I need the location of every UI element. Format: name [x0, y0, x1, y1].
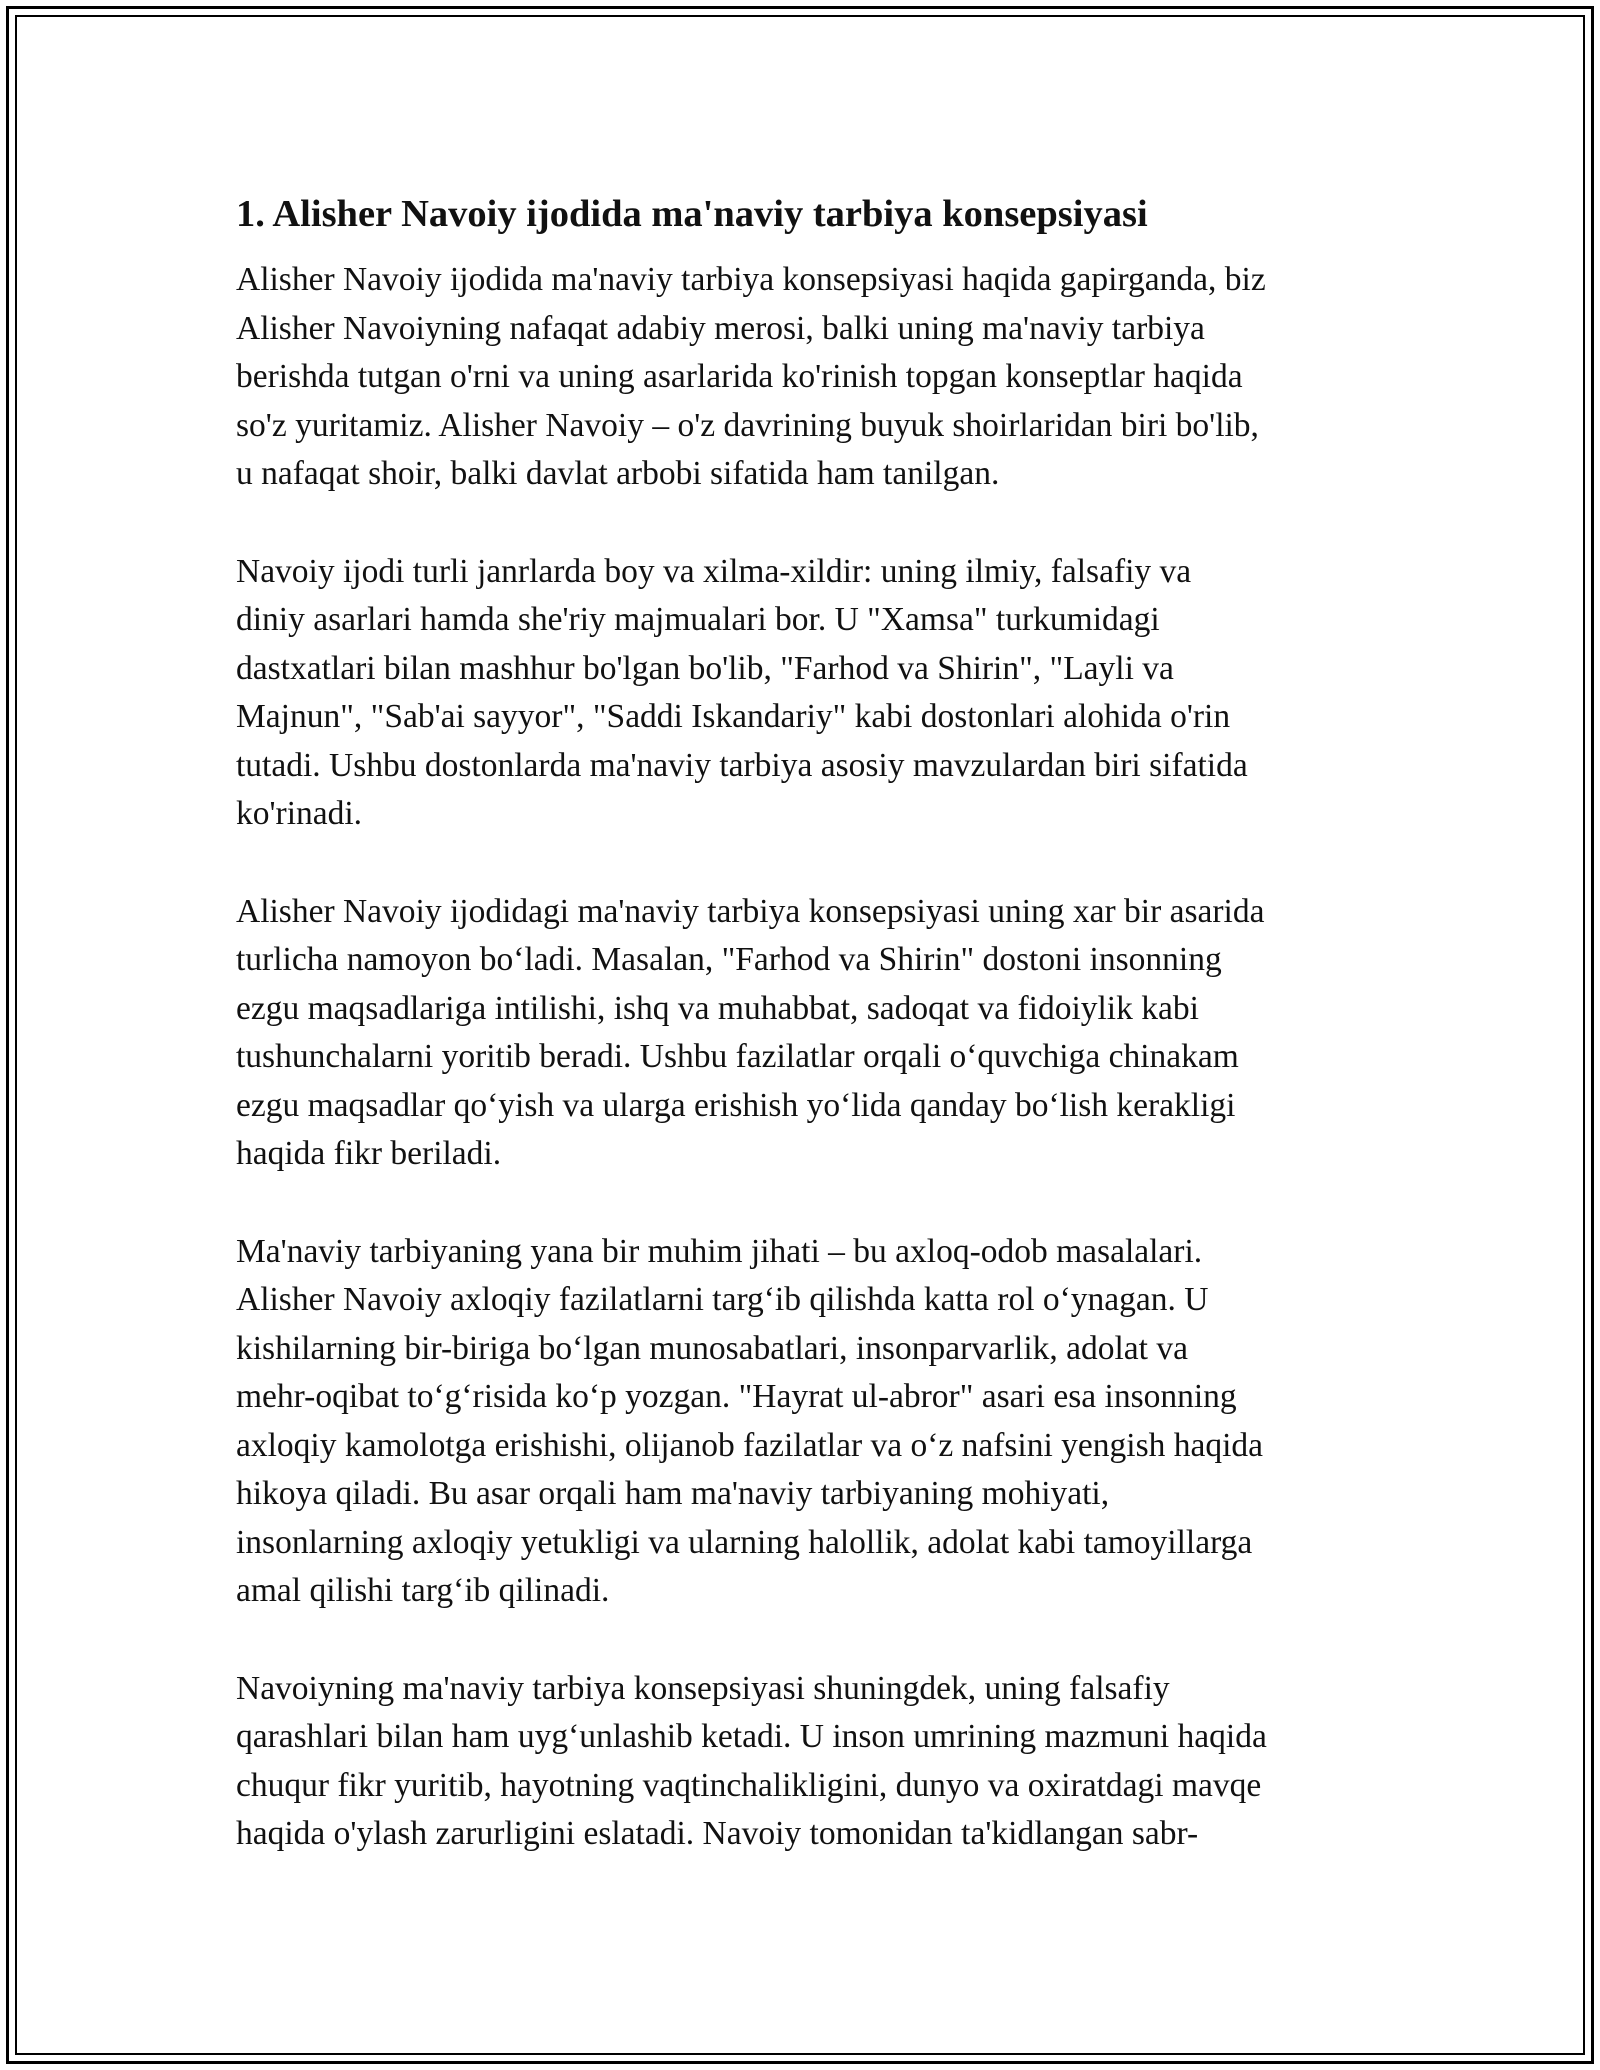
text-line: Navoiyning ma'naviy tarbiya konsepsiyasi shuningdek, uning falsafiy	[236, 1669, 1170, 1707]
text-line: tushunchalarni yoritib beradi. Ushbu fazilatlar orqali oʻquvchiga chinakam	[236, 1038, 1239, 1075]
text-line: diniy asarlari hamda she'riy majmualari bor. U "Xamsa" turkumidagi	[236, 601, 1160, 638]
text-line: ezgu maqsadlariga intilishi, ishq va muhabbat, sadoqat va fidoiylik kabi	[236, 989, 1199, 1027]
paragraph-list	[236, 256, 1370, 1859]
document-body	[236, 186, 1370, 1908]
text-line: Majnun", "Sab'ai sayyor", "Saddi Iskandariy" kabi dostonlari alohida o'rin	[236, 698, 1231, 735]
text-line: Alisher Navoiy ijodida ma'naviy tarbiya konsepsiyasi haqida gapirganda, biz	[236, 261, 1266, 298]
section-heading: 1. Alisher Navoiy ijodida ma'naviy tarbiya konsepsiyasi	[236, 193, 1148, 235]
text-line: haqida fikr beriladi.	[236, 1135, 502, 1172]
text-line: turlicha namoyon boʻladi. Masalan, "Farhod va Shirin" dostoni insonning	[236, 941, 1222, 978]
text-line: haqida o'ylash zarurligini eslatadi. Navoiy tomonidan ta'kidlangan sabr-	[236, 1815, 1199, 1852]
text-line: Alisher Navoiyning nafaqat adabiy merosi, balki uning ma'naviy tarbiya	[236, 309, 1205, 347]
text-line: axloqiy kamolotga erishishi, olijanob fazilatlar va oʻz nafsini yengish haqida	[236, 1426, 1264, 1464]
paragraph	[236, 1665, 1370, 1859]
text-line: tutadi. Ushbu dostonlarda ma'naviy tarbiya asosiy mavzulardan biri sifatida	[236, 746, 1248, 784]
text-line: Ma'naviy tarbiyaning yana bir muhim jihati – bu axloq-odob masalalari.	[236, 1232, 1203, 1270]
text-line: Alisher Navoiy axloqiy fazilatlarni targʻib qilishda katta rol oʻynagan. U	[236, 1281, 1209, 1318]
text-line: Alisher Navoiy ijodidagi ma'naviy tarbiya konsepsiyasi uning xar bir asarida	[236, 892, 1265, 930]
text-line: so'z yuritamiz. Alisher Navoiy – o'z davrining buyuk shoirlaridan biri bo'lib,	[236, 406, 1259, 444]
text-line: kishilarning bir-biriga boʻlgan munosabatlari, insonparvarlik, adolat va	[236, 1329, 1188, 1367]
text-line: berishda tutgan o'rni va uning asarlarida ko'rinish topgan konseptlar haqida	[236, 358, 1243, 395]
text-line: dastxatlari bilan mashhur bo'lgan bo'lib, "Farhod va Shirin", "Layli va	[236, 649, 1174, 687]
text-line: chuqur fikr yuritib, hayotning vaqtinchalikligini, dunyo va oxiratdagi mavqe	[236, 1766, 1262, 1804]
text-line: qarashlari bilan ham uygʻunlashib ketadi. U inson umrining mazmuni haqida	[236, 1718, 1267, 1755]
text-line: u nafaqat shoir, balki davlat arbobi sifatida ham tanilgan.	[236, 455, 1000, 492]
paragraph	[236, 256, 1370, 499]
paragraph	[236, 548, 1370, 839]
text-line: ko'rinadi.	[236, 795, 363, 832]
text-line: ezgu maqsadlar qoʻyish va ularga erishish yoʻlida qanday boʻlish kerakligi	[236, 1086, 1236, 1124]
paragraph	[236, 888, 1370, 1179]
text-line: Navoiy ijodi turli janrlarda boy va xilma-xildir: uning ilmiy, falsafiy va	[236, 552, 1192, 590]
text-line: mehr-oqibat toʻgʻrisida koʻp yozgan. "Hayrat ul-abror" asari esa insonning	[236, 1378, 1237, 1415]
paragraph	[236, 1228, 1370, 1616]
text-line: insonlarning axloqiy yetukligi va ularning halollik, adolat kabi tamoyillarga	[236, 1523, 1253, 1561]
text-line: hikoya qiladi. Bu asar orqali ham ma'naviy tarbiyaning mohiyati,	[236, 1475, 1110, 1512]
text-line: amal qilishi targʻib qilinadi.	[236, 1572, 610, 1609]
